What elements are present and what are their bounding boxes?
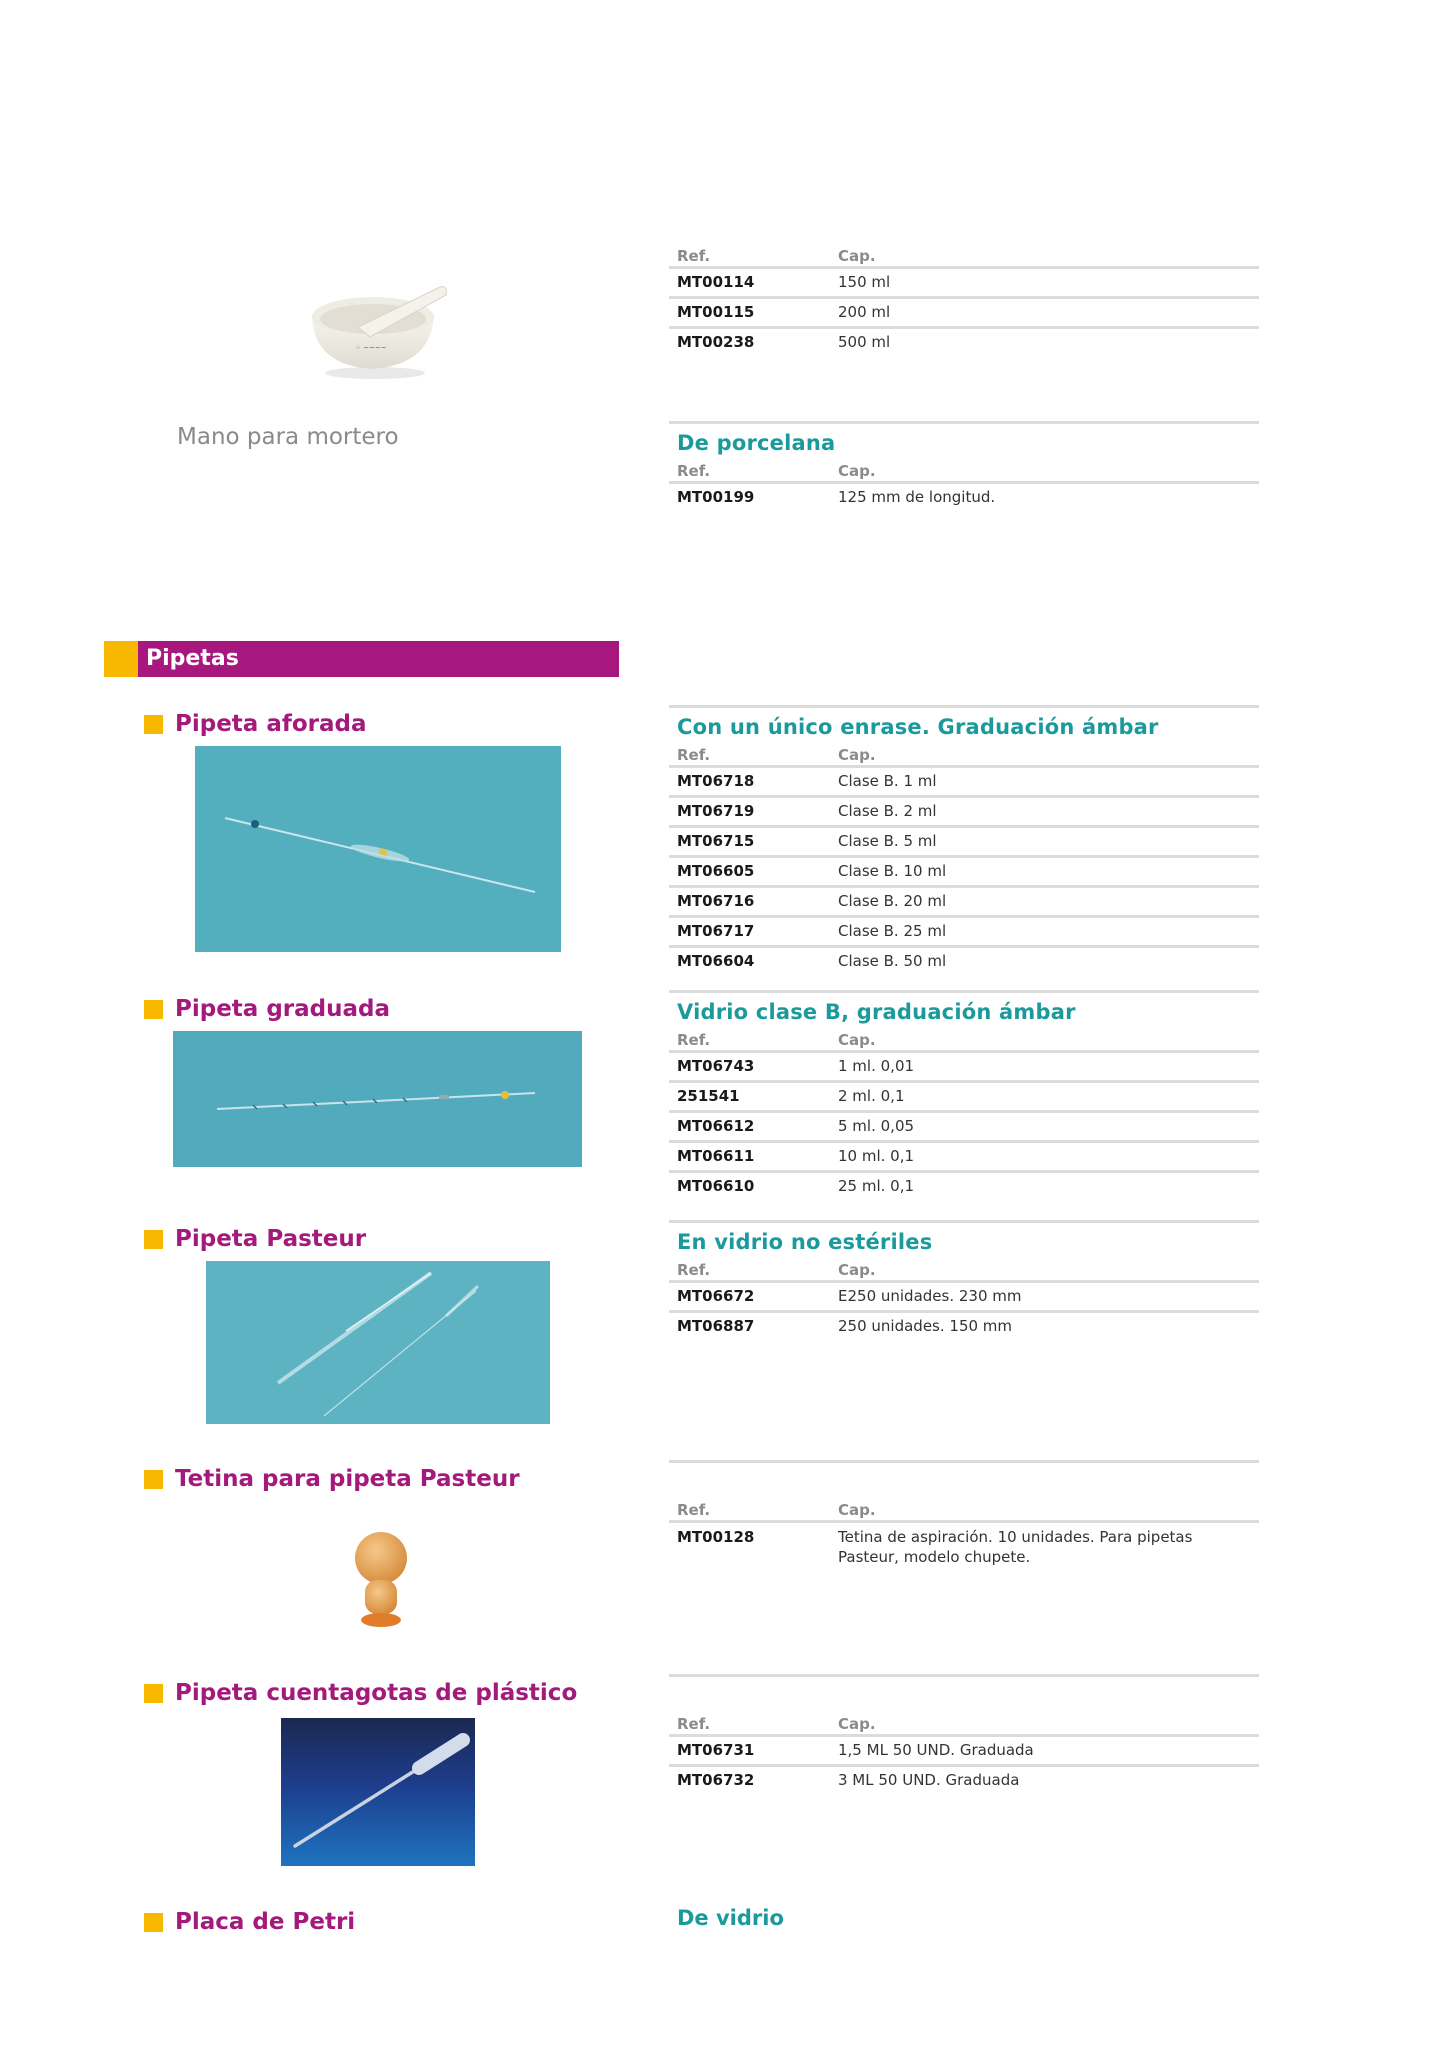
- divider: [669, 421, 1259, 424]
- table-header: [669, 1027, 1259, 1053]
- graduated-pipette-icon: [173, 1031, 582, 1167]
- divider: [669, 1674, 1259, 1677]
- ref-header: Ref.: [677, 1261, 711, 1279]
- bullet-square-icon: [144, 1684, 163, 1703]
- ref-cell: MT06718: [677, 772, 755, 790]
- table-row: [669, 299, 1259, 329]
- pasteur-pipette-icon: [206, 1261, 550, 1424]
- product-title-text: Tetina para pipeta Pasteur: [175, 1466, 520, 1492]
- product-subtitle: En vidrio no estériles: [677, 1230, 933, 1254]
- ref-cell: MT00238: [677, 333, 755, 351]
- cap-cell: Clase B. 25 ml: [838, 922, 947, 940]
- cap-cell: 250 unidades. 150 mm: [838, 1317, 1013, 1335]
- ref-cell: MT06887: [677, 1317, 755, 1335]
- cap-cell: 200 ml: [838, 303, 891, 321]
- table-row: [669, 1767, 1259, 1795]
- table-row: [669, 269, 1259, 299]
- ref-cell: MT06611: [677, 1147, 755, 1165]
- table-row: [669, 888, 1259, 918]
- ref-cell: MT00115: [677, 303, 755, 321]
- ref-header: Ref.: [677, 1031, 711, 1049]
- product-subtitle: [669, 1467, 1259, 1497]
- section-accent-tab: [104, 641, 138, 677]
- plastic-dropper-icon: [281, 1718, 475, 1866]
- product-title-text: Placa de Petri: [175, 1909, 356, 1935]
- bullet-square-icon: [144, 1470, 163, 1489]
- table-row: [669, 858, 1259, 888]
- cap-cell: 500 ml: [838, 333, 891, 351]
- product-subtitle: Vidrio clase B, graduación ámbar: [677, 1000, 1076, 1024]
- ref-header: Ref.: [677, 1501, 711, 1519]
- mortar-image: [300, 265, 460, 385]
- pipeta-aforada-image: [195, 746, 561, 952]
- divider: [669, 1220, 1259, 1223]
- cap-cell: 150 ml: [838, 273, 891, 291]
- table-row: [669, 1523, 1259, 1571]
- product-subtitle: De porcelana: [677, 431, 836, 455]
- ref-cell: MT06731: [677, 1741, 755, 1759]
- product-title-tetina: [144, 1463, 520, 1495]
- product-title-pipeta-aforada: [144, 708, 367, 740]
- product-title-placa-petri: [144, 1906, 355, 1938]
- ref-header: Ref.: [677, 1715, 711, 1733]
- volumetric-pipette-icon: [195, 746, 561, 952]
- table-row: [669, 768, 1259, 798]
- table-row: [669, 484, 1259, 512]
- table-row: [669, 1053, 1259, 1083]
- product-title-text: Pipeta graduada: [175, 996, 390, 1022]
- table-row: [669, 1143, 1259, 1173]
- ref-cell: MT06672: [677, 1287, 755, 1305]
- product-title-cuentagotas: [144, 1677, 577, 1709]
- rubber-bulb-icon: [345, 1528, 417, 1630]
- table-header: [669, 1711, 1259, 1737]
- bullet-square-icon: [144, 715, 163, 734]
- pipeta-pasteur-spec-table: [669, 1220, 1259, 1341]
- ref-header: Ref.: [677, 247, 711, 265]
- product-subtitle: [669, 1681, 1259, 1711]
- cap-cell: Tetina de aspiración. 10 unidades. Para pipetas Pasteur, modelo chupete.: [838, 1528, 1193, 1566]
- pipeta-aforada-spec-table: [669, 705, 1259, 976]
- cap-cell: E250 unidades. 230 mm: [838, 1287, 1022, 1305]
- bullet-square-icon: [144, 1000, 163, 1019]
- cap-cell: Clase B. 20 ml: [838, 892, 947, 910]
- table-row: [669, 828, 1259, 858]
- bullet-square-icon: [144, 1230, 163, 1249]
- mortar-pestle-icon: [300, 265, 460, 385]
- cap-cell: Clase B. 10 ml: [838, 862, 947, 880]
- table-row: [669, 1737, 1259, 1767]
- table-row: [669, 798, 1259, 828]
- cap-header: Cap.: [838, 1501, 876, 1519]
- ref-cell: MT06605: [677, 862, 755, 880]
- table-row: [669, 1313, 1259, 1341]
- table-row: [669, 1083, 1259, 1113]
- ref-cell: MT06612: [677, 1117, 755, 1135]
- table-row: [669, 918, 1259, 948]
- ref-cell: MT06716: [677, 892, 755, 910]
- product-title-text: Pipeta aforada: [175, 711, 367, 737]
- pipeta-graduada-image: [173, 1031, 582, 1167]
- cap-header: Cap.: [838, 1261, 876, 1279]
- cap-header: Cap.: [838, 1715, 876, 1733]
- section-header-pipetas: [104, 641, 619, 677]
- pipeta-pasteur-image: [206, 1261, 550, 1424]
- table-header: [669, 1497, 1259, 1523]
- divider: [669, 705, 1259, 708]
- cap-header: Cap.: [838, 247, 876, 265]
- table-row: [669, 948, 1259, 976]
- cap-cell: 25 ml. 0,1: [838, 1177, 915, 1195]
- table-row: [669, 1113, 1259, 1143]
- ref-cell: MT00128: [677, 1528, 755, 1546]
- ref-cell: MT06743: [677, 1057, 755, 1075]
- product-subtitle: De vidrio: [677, 1906, 784, 1930]
- ref-cell: MT06717: [677, 922, 755, 940]
- cap-cell: 1,5 ML 50 UND. Graduada: [838, 1741, 1034, 1759]
- section-title: Pipetas: [138, 641, 619, 677]
- cuentagotas-spec-table: [669, 1674, 1259, 1795]
- cap-cell: 10 ml. 0,1: [838, 1147, 915, 1165]
- ref-cell: MT00199: [677, 488, 755, 506]
- mortero-spec-table: [669, 243, 1259, 357]
- cap-cell: Clase B. 5 ml: [838, 832, 937, 850]
- product-title-text: Pipeta cuentagotas de plástico: [175, 1680, 578, 1706]
- product-title-text: Pipeta Pasteur: [175, 1226, 367, 1252]
- cap-cell: Clase B. 2 ml: [838, 802, 937, 820]
- cap-header: Cap.: [838, 746, 876, 764]
- mano-mortero-title: Mano para mortero: [177, 424, 399, 450]
- table-header: [669, 1257, 1259, 1283]
- table-row: [669, 1173, 1259, 1201]
- cap-cell: 1 ml. 0,01: [838, 1057, 915, 1075]
- product-title-pipeta-graduada: [144, 993, 390, 1025]
- pipeta-graduada-spec-table: [669, 990, 1259, 1201]
- ref-cell: MT06610: [677, 1177, 755, 1195]
- product-title-pipeta-pasteur: [144, 1223, 366, 1255]
- cap-cell: 3 ML 50 UND. Graduada: [838, 1771, 1020, 1789]
- table-row: [669, 329, 1259, 357]
- ref-cell: MT00114: [677, 273, 755, 291]
- cap-cell: 5 ml. 0,05: [838, 1117, 915, 1135]
- table-header: [669, 243, 1259, 269]
- ref-cell: MT06715: [677, 832, 755, 850]
- table-row: [669, 1283, 1259, 1313]
- cuentagotas-image: [281, 1718, 475, 1866]
- cap-cell: Clase B. 50 ml: [838, 952, 947, 970]
- mano-mortero-spec-table: [669, 421, 1259, 512]
- ref-header: Ref.: [677, 462, 711, 480]
- tetina-image: [345, 1528, 417, 1630]
- cap-cell: 125 mm de longitud.: [838, 488, 996, 506]
- ref-header: Ref.: [677, 746, 711, 764]
- tetina-spec-table: [669, 1460, 1259, 1571]
- cap-header: Cap.: [838, 462, 876, 480]
- ref-cell: 251541: [677, 1087, 740, 1105]
- cap-cell: 2 ml. 0,1: [838, 1087, 905, 1105]
- cap-header: Cap.: [838, 1031, 876, 1049]
- ref-cell: MT06732: [677, 1771, 755, 1789]
- ref-cell: MT06719: [677, 802, 755, 820]
- divider: [669, 990, 1259, 993]
- ref-cell: MT06604: [677, 952, 755, 970]
- table-header: [669, 742, 1259, 768]
- svg-text:⁘ ~~~~: ⁘ ~~~~: [355, 344, 387, 352]
- table-header: [669, 458, 1259, 484]
- product-subtitle: Con un único enrase. Graduación ámbar: [677, 715, 1159, 739]
- bullet-square-icon: [144, 1913, 163, 1932]
- divider: [669, 1460, 1259, 1463]
- cap-cell: Clase B. 1 ml: [838, 772, 937, 790]
